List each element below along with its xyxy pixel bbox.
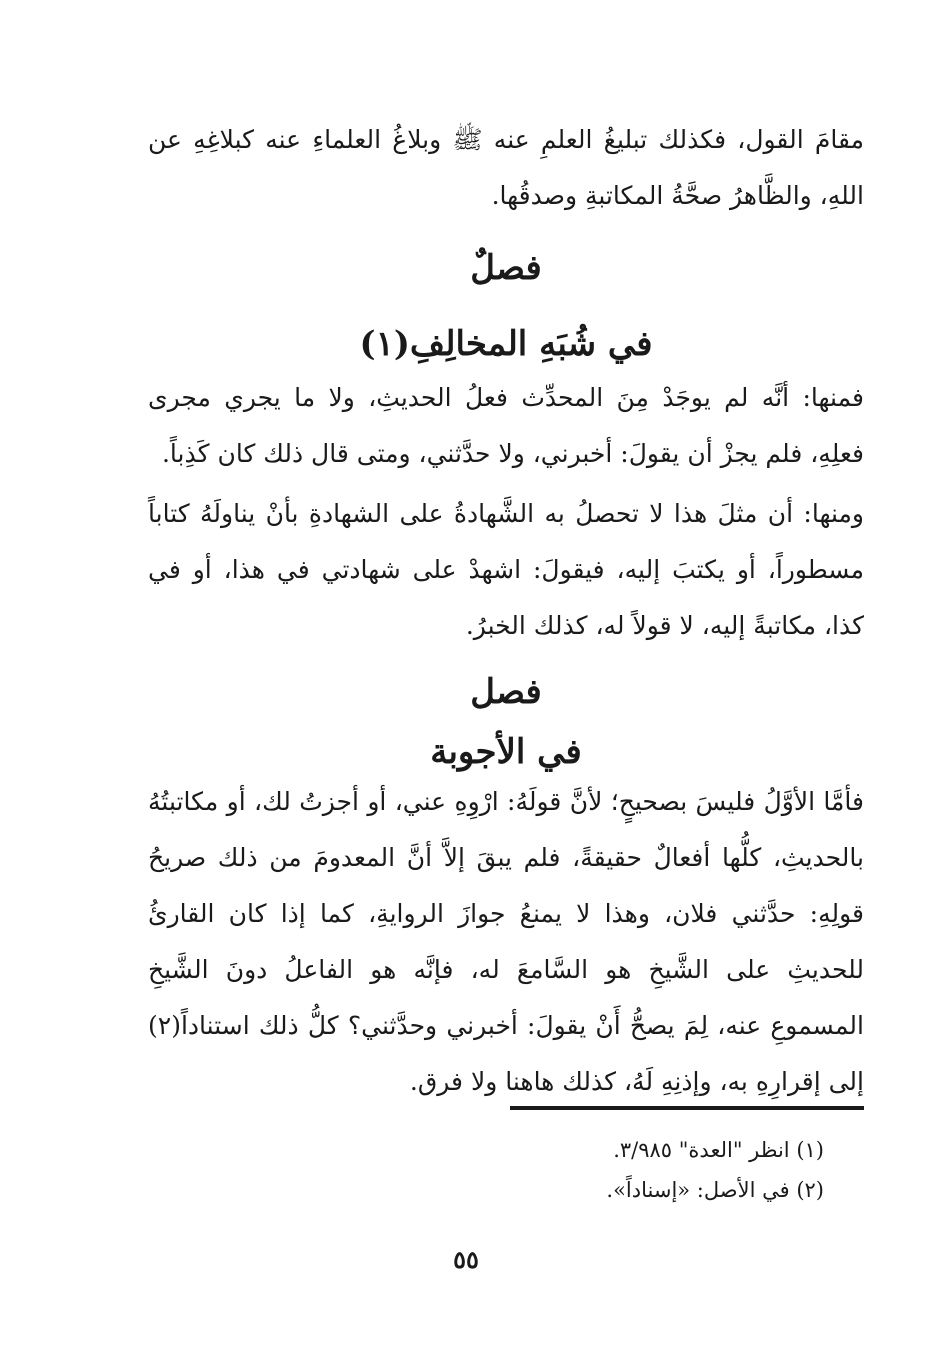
section1-subheading: في شُبَهِ المخالِفِ(١) xyxy=(359,324,653,364)
footnote-divider xyxy=(510,1106,864,1110)
section2-subheading: في الأجوبة xyxy=(430,732,582,772)
section1-paragraph-2-block xyxy=(148,486,864,654)
opening-block xyxy=(148,112,864,224)
section1-heading: فصلٌ xyxy=(470,248,542,288)
section1-paragraph: فمنها: أنَّه لم يوجَدْ مِنَ المحدِّث فعلُ الحديثِ، ولا ما يجري مجرى فعلِهِ، فلم يجزْ أن يقولَ: أخبرني، ولا حدَّثني، ومتى قال ذلك كان كَذِباً. xyxy=(148,383,864,468)
section2-paragraph-block xyxy=(148,774,864,1110)
opening-paragraph: مقامَ القول، فكذلك تبليغُ العلمِ عنه ﷺ وبلاغُ العلماءِ عنه كبلاغِهِ عن اللهِ، والظَّاهرُ صحَّةُ المكاتبةِ وصدقُها. xyxy=(148,125,864,210)
footnote-1: (١) انظر "العدة" ٣/٩٨٥. xyxy=(613,1138,824,1162)
page-number: ٥٥ xyxy=(453,1245,479,1274)
section2-paragraph: فأمَّا الأوَّلُ فليسَ بصحيحٍ؛ لأنَّ قولَهُ: ارْوِهِ عني، أو أجزتُ لك، أو مكاتبتُهُ بالحديثِ، كلُّها أفعالٌ حقيقةً، فلم يبقَ إلاَّ أنَّ المعدومَ من ذلك صريحُ قولِهِ: حدَّثني فلان، وهذا لا يمنعُ جوازَ الروايةِ، كما إذا كان القارئُ للحديثِ على الشَّيخِ هو السَّامعَ له، فإنَّه هو الفاعلُ دونَ الشَّيخِ المسموعِ عنه، لِمَ يصحُّ أَنْ يقولَ: أخبرني وحدَّثني؟ كلُّ ذلك استناداً(٢) إلى إقرارِهِ به، وإذنِهِ لَهُ، كذلك هاهنا ولا فرق. xyxy=(148,787,864,1096)
section1-paragraph: ومنها: أن مثلَ هذا لا تحصلُ به الشَّهادةُ على الشهادةِ بأنْ يناولَهُ كتاباً مسطوراً، أو يكتبَ إليه، فيقولَ: اشهدْ على شهادتي في هذا، أو في كذا، مكاتبةً إليه، لا قولاً له، كذلك الخبرُ. xyxy=(148,499,864,640)
footnotes xyxy=(148,1130,824,1210)
section2-heading: فصل xyxy=(470,672,542,712)
footnote-2: (٢) في الأصل: «إسناداً». xyxy=(606,1178,824,1202)
section1-paragraph-1-block xyxy=(148,370,864,482)
